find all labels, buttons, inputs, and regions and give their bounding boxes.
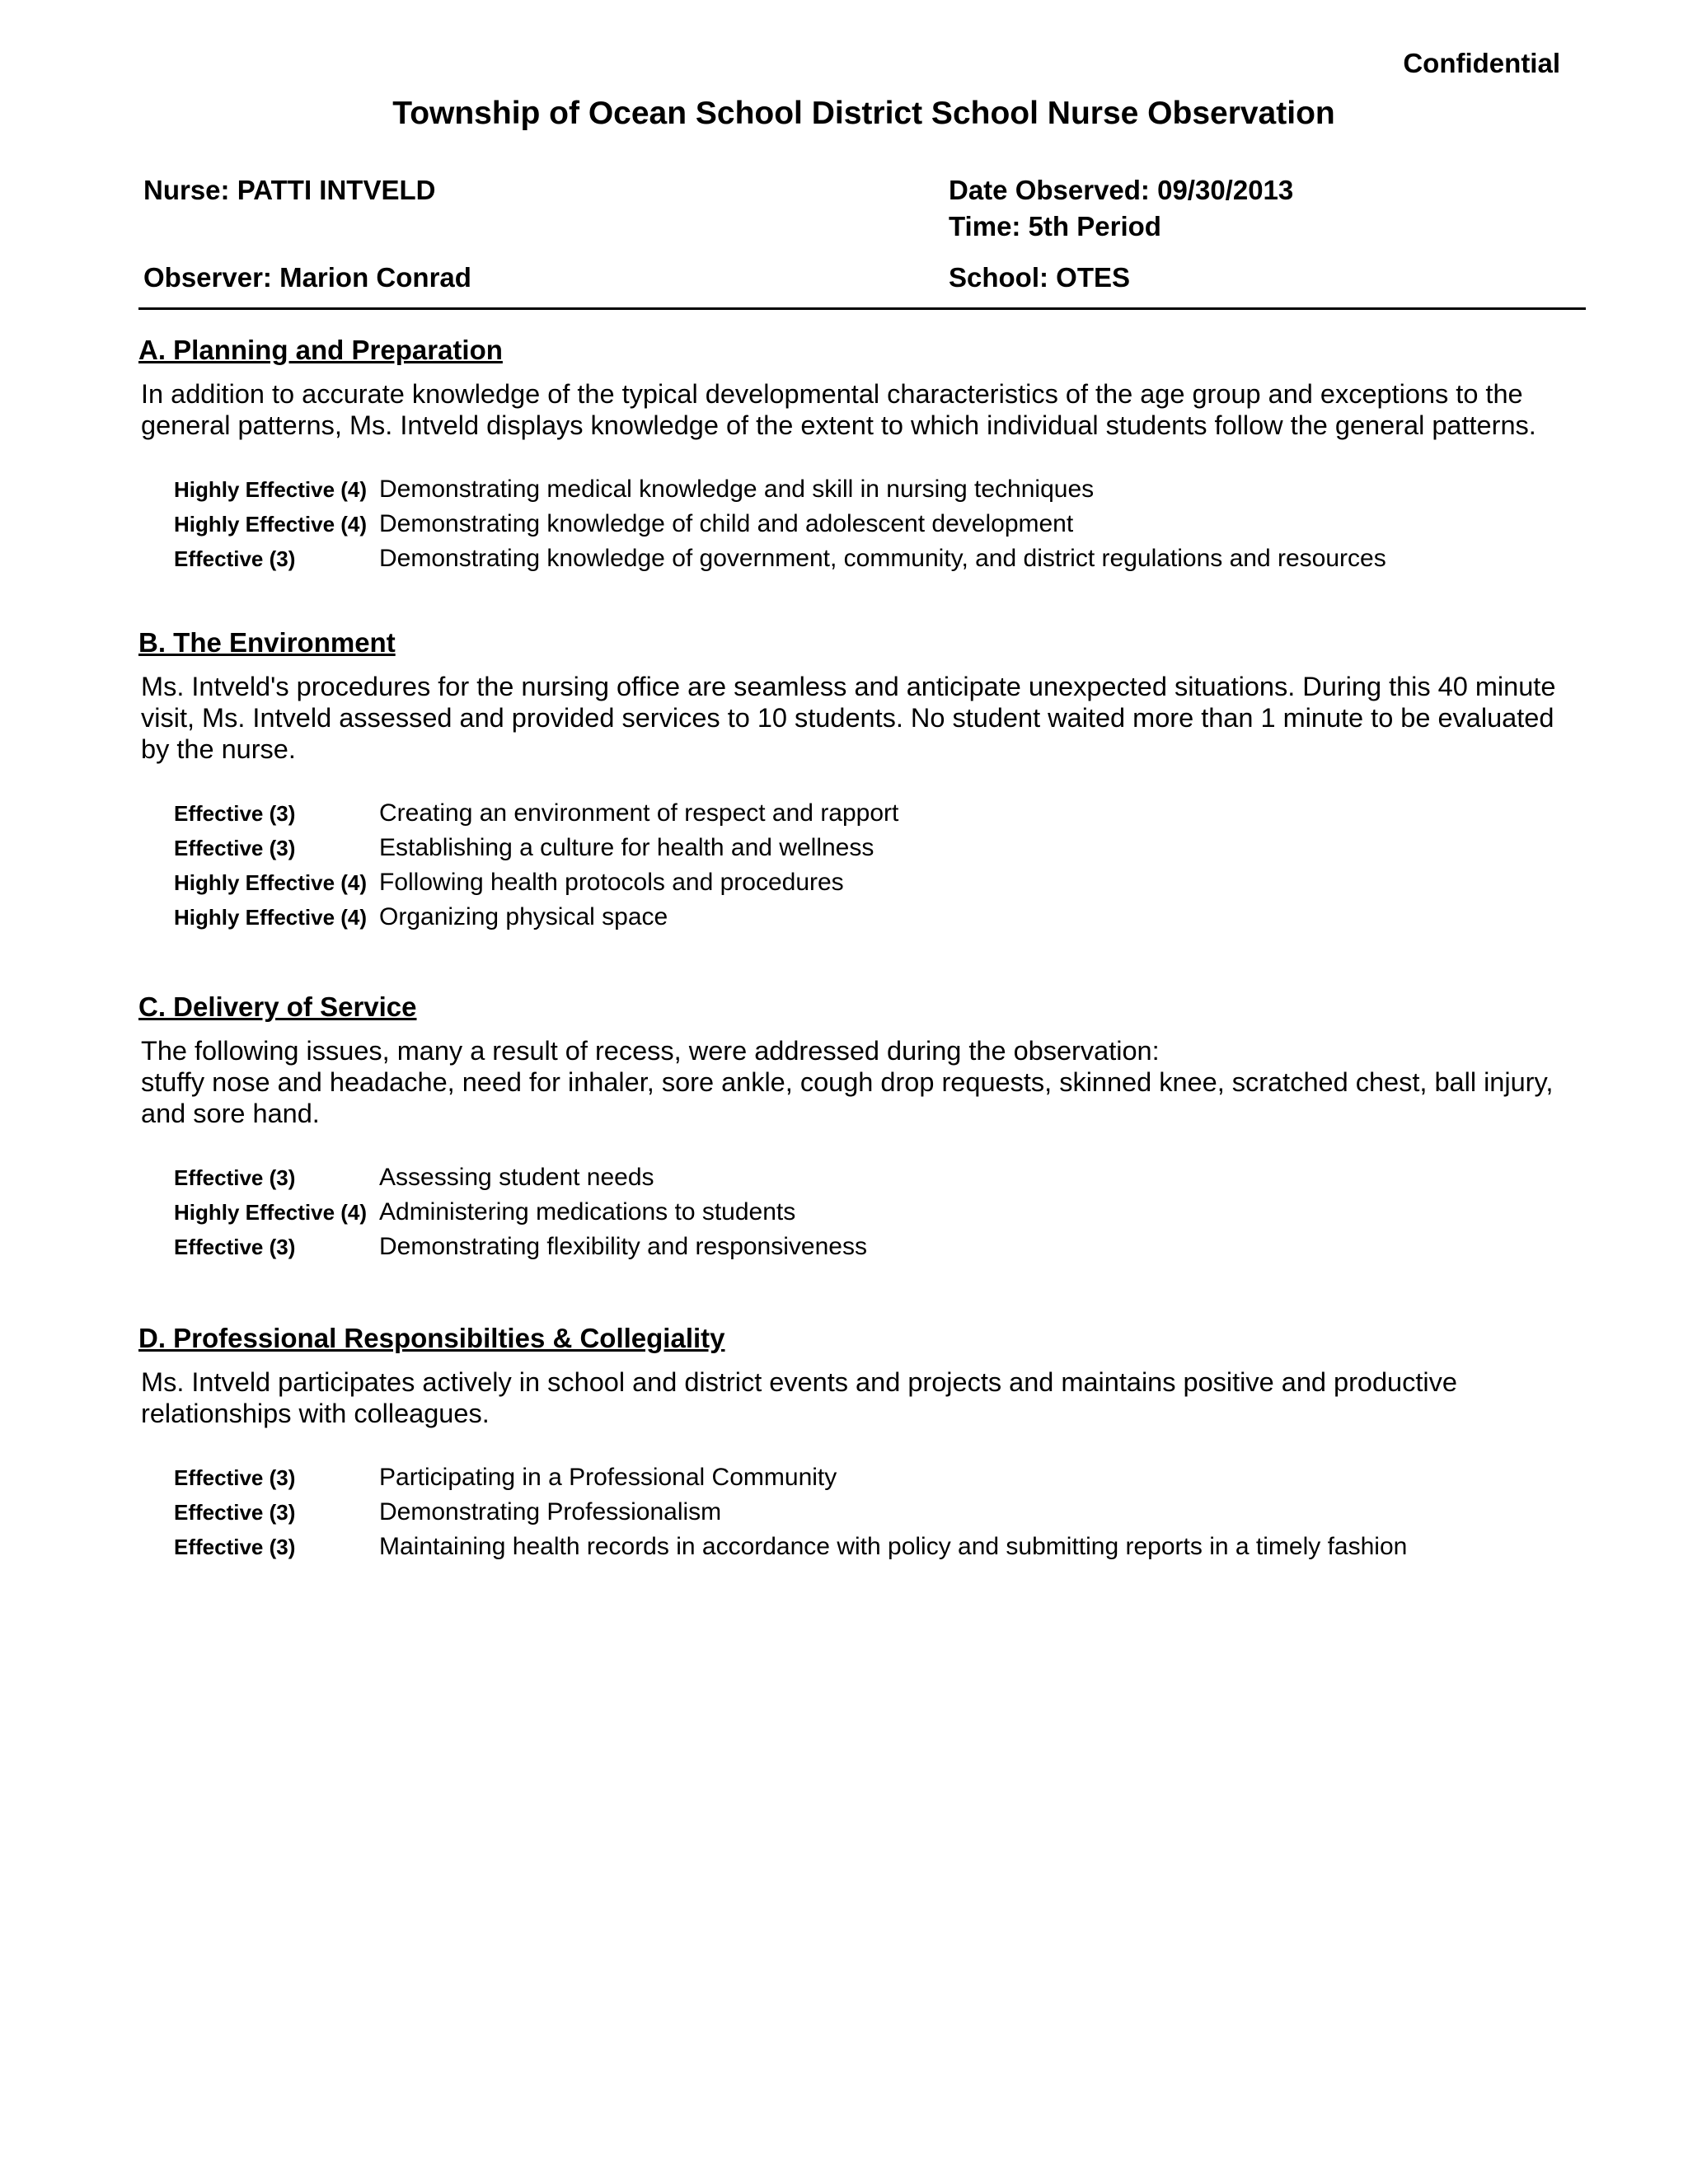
observer-name: Observer: Marion Conrad <box>143 262 471 293</box>
document-title: Township of Ocean School District School Nurse Observation <box>392 96 1335 131</box>
rating-description: Maintaining health records in accordance with policy and submitting reports in a timely fashion <box>379 1533 1408 1560</box>
section-narrative <box>141 1035 1589 1129</box>
school-name: School: OTES <box>949 262 1131 293</box>
header-divider <box>138 307 1586 310</box>
section-professional-responsibilities <box>138 1322 1589 1564</box>
section-delivery-of-service <box>138 991 1589 1264</box>
section-heading: C. Delivery of Service <box>138 991 417 1022</box>
date-observed: Date Observed: 09/30/2013 <box>949 175 1294 205</box>
rating-row <box>174 1495 1407 1530</box>
rating-description: Creating an environment of respect and rapport <box>379 799 899 827</box>
rating-row <box>174 1195 867 1230</box>
rating-row <box>174 1530 1407 1564</box>
rating-level: Effective (3) <box>174 1165 296 1190</box>
nurse-name: Nurse: PATTI INTVELD <box>143 175 436 205</box>
section-narrative: In addition to accurate knowledge of the typical developmental characteristics of the age group and exceptions to the general patterns, Ms. Intveld displays knowledge of the extent to which individual students follow the general patterns. <box>141 379 1536 440</box>
rating-row <box>174 796 898 831</box>
ratings-table <box>174 1160 867 1264</box>
section-heading: D. Professional Responsibilties & Collegiality <box>138 1323 725 1353</box>
narrative-line: stuffy nose and headache, need for inhaler, sore ankle, cough drop requests, skinned knee, scratched chest, ball injury, and sore hand. <box>141 1067 1554 1128</box>
rating-row <box>174 865 898 900</box>
rating-description: Following health protocols and procedures <box>379 869 844 896</box>
rating-description: Administering medications to students <box>379 1198 796 1226</box>
section-environment <box>138 626 1589 935</box>
confidential-label: Confidential <box>1403 48 1560 78</box>
narrative-line: The following issues, many a result of recess, were addressed during the observation: <box>141 1036 1160 1066</box>
rating-level: Highly Effective (4) <box>174 869 368 895</box>
rating-row <box>174 472 1386 507</box>
rating-row <box>174 1160 867 1195</box>
rating-description: Assessing student needs <box>379 1164 654 1191</box>
rating-row <box>174 541 1386 576</box>
section-narrative: Ms. Intveld's procedures for the nursing office are seamless and anticipate unexpected situations. During this 40 minute visit, Ms. Intveld assessed and provided services to 10 students. No student waited more than 1 minute to be evaluated by the nurse. <box>141 672 1556 764</box>
rating-row <box>174 831 898 865</box>
rating-level: Effective (3) <box>174 1499 296 1525</box>
section-heading: A. Planning and Preparation <box>138 335 503 365</box>
rating-description: Demonstrating medical knowledge and skill in nursing techniques <box>379 476 1095 503</box>
rating-description: Demonstrating knowledge of child and adolescent development <box>379 510 1074 537</box>
rating-description: Demonstrating knowledge of government, community, and district regulations and resources <box>379 545 1386 572</box>
rating-level: Effective (3) <box>174 1534 296 1559</box>
rating-level: Effective (3) <box>174 800 296 826</box>
rating-description: Participating in a Professional Community <box>379 1464 837 1491</box>
observation-time: Time: 5th Period <box>949 211 1161 241</box>
rating-row <box>174 900 898 935</box>
rating-description: Establishing a culture for health and wellness <box>379 834 874 861</box>
rating-level: Effective (3) <box>174 1465 296 1490</box>
section-heading: B. The Environment <box>138 627 396 658</box>
rating-row <box>174 507 1386 541</box>
rating-level: Highly Effective (4) <box>174 511 368 537</box>
rating-level: Highly Effective (4) <box>174 1199 368 1225</box>
ratings-table <box>174 472 1386 576</box>
rating-level: Effective (3) <box>174 546 296 571</box>
section-planning-preparation <box>138 334 1589 576</box>
rating-description: Demonstrating Professionalism <box>379 1498 722 1526</box>
section-narrative: Ms. Intveld participates actively in school and district events and projects and maintains positive and productive relationships with colleagues. <box>141 1367 1457 1428</box>
ratings-table <box>174 796 898 935</box>
ratings-table <box>174 1460 1407 1564</box>
rating-level: Highly Effective (4) <box>174 476 368 502</box>
rating-level: Effective (3) <box>174 835 296 860</box>
rating-row <box>174 1230 867 1264</box>
rating-row <box>174 1460 1407 1495</box>
rating-description: Demonstrating flexibility and responsiveness <box>379 1233 867 1260</box>
rating-description: Organizing physical space <box>379 903 668 930</box>
rating-level: Highly Effective (4) <box>174 904 368 930</box>
rating-level: Effective (3) <box>174 1234 296 1259</box>
